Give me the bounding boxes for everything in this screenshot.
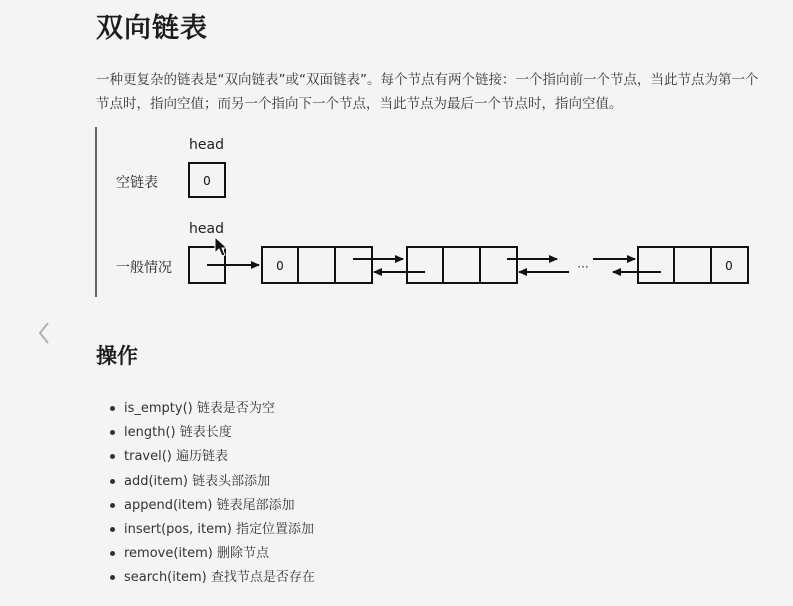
general-case-label: 一般情况 [116,260,172,276]
list-item [110,518,315,542]
doubly-linked-list-diagram [95,127,765,299]
operation-text: is_empty() 链表是否为空 [124,401,275,416]
empty-list-label: 空链表 [116,175,158,191]
general-case-head-label: head [189,221,224,237]
bullet-icon [110,551,115,556]
list-item [110,421,315,445]
list-node [638,247,748,283]
operation-text: append(item) 链表尾部添加 [124,497,295,513]
operations-title: 操作 [96,344,138,368]
first-node-prev-null: 0 [276,259,284,273]
bullet-icon [110,454,115,459]
operation-text: search(item) 查找节点是否存在 [124,570,315,586]
list-node [262,247,372,283]
empty-list-head-label: head [189,137,224,153]
chevron-left-icon[interactable] [34,318,54,348]
ellipsis: ··· [577,260,589,274]
bullet-icon [110,430,115,435]
bullet-icon [110,503,115,508]
bullet-icon [110,479,115,484]
bullet-icon [110,527,115,532]
last-node-next-null: 0 [725,259,733,273]
operation-text: insert(pos, item) 指定位置添加 [124,522,314,538]
operation-text: add(item) 链表头部添加 [124,473,271,489]
list-item [110,397,315,421]
operation-text: remove(item) 删除节点 [124,546,270,562]
list-item [110,445,315,469]
list-item [110,470,315,494]
intro-paragraph: 一种更复杂的链表是“双向链表”或“双面链表”。每个节点有两个链接：一个指向前一个节点，当此节点为第一个节点时，指向空值；而另一个指向下一个节点，当此节点为最后一个节点时，指向空值。 [96,72,759,112]
operation-text: travel() 遍历链表 [124,449,228,465]
list-node [407,247,517,283]
bullet-icon [110,575,115,580]
bullet-icon [110,406,115,411]
operation-text: length() 链表长度 [124,425,232,441]
list-item [110,566,315,590]
operations-list [110,397,315,591]
list-item [110,542,315,566]
list-item [110,494,315,518]
empty-list-head-value: 0 [203,174,211,188]
page-title: 双向链表 [96,13,208,44]
